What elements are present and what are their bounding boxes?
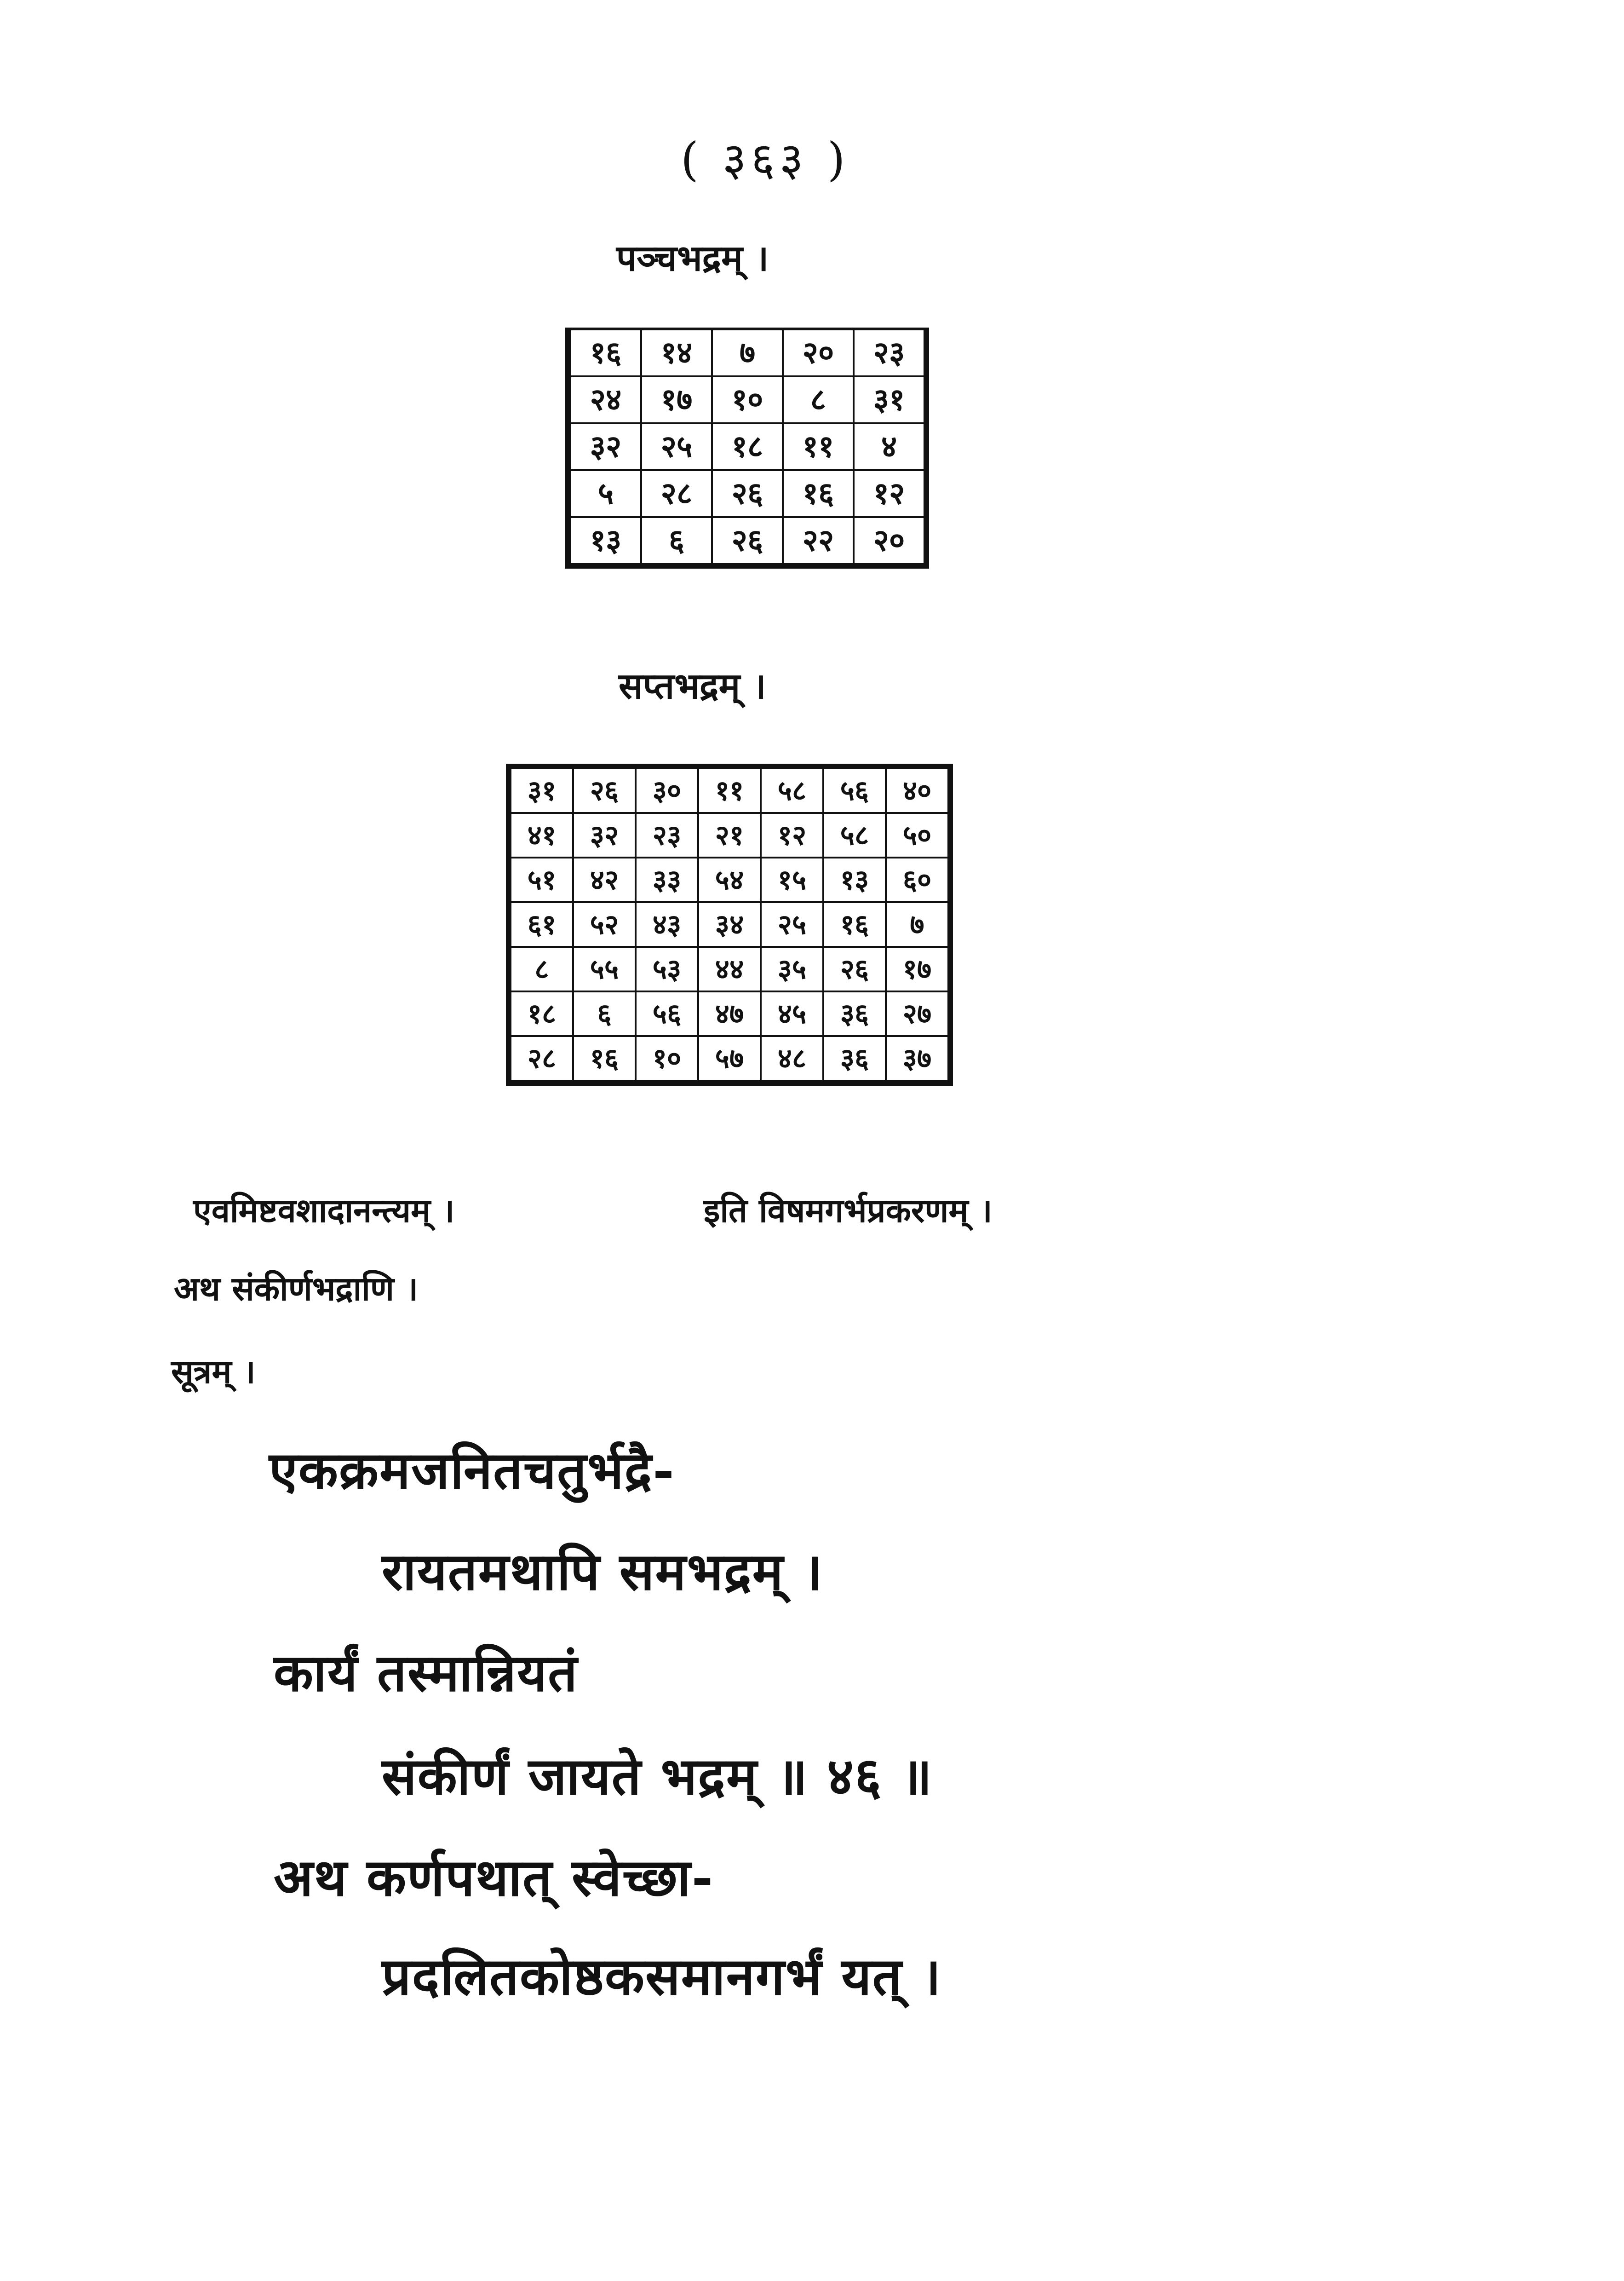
magic-square-cell: ५१ — [509, 858, 573, 902]
magic-square-cell: ५८ — [823, 813, 886, 858]
magic-square-cell: १६ — [573, 1036, 636, 1083]
magic-square-cell: २१ — [698, 813, 761, 858]
magic-square-cell: ५४ — [698, 858, 761, 902]
magic-square-cell: २७ — [886, 991, 950, 1036]
magic-square-cell: १४ — [641, 329, 712, 376]
magic-square-cell: ६ — [641, 517, 712, 566]
magic-square-cell: ४२ — [573, 858, 636, 902]
saptabhadram-heading: सप्तभद्रम् । — [619, 665, 766, 707]
magic-square-cell: १६ — [823, 902, 886, 947]
magic-square-cell: २८ — [641, 470, 712, 517]
table-row — [509, 813, 950, 858]
magic-square-cell: १५ — [761, 858, 823, 902]
magic-square-cell: २८ — [509, 1036, 573, 1083]
magic-square-cell: ३२ — [573, 813, 636, 858]
sutram-label: सूत्रम् । — [171, 1352, 256, 1391]
evam-note: एवमिष्टवशादानन्त्यम् । — [193, 1191, 455, 1230]
magic-square-cell: ५५ — [573, 947, 636, 991]
magic-square-cell: ३२ — [568, 423, 641, 470]
magic-square-cell: ५८ — [761, 766, 823, 813]
panchabhadram-heading: पञ्चभद्रम् । — [616, 237, 769, 279]
saptabhadram-magic-square — [506, 764, 953, 1086]
magic-square-cell: ३३ — [636, 858, 698, 902]
table-row — [509, 947, 950, 991]
magic-square-cell: ३७ — [886, 1036, 950, 1083]
table-row — [568, 470, 926, 517]
magic-square-cell: २६ — [712, 470, 783, 517]
section-end-note: इति विषमगर्भप्रकरणम् । — [704, 1191, 993, 1230]
magic-square-cell: ११ — [698, 766, 761, 813]
verse-line: प्रदलितकोष्ठकसमानगर्भं यत् । — [382, 1947, 942, 2007]
magic-square-cell: ३१ — [854, 376, 926, 423]
magic-square-cell: १६ — [783, 470, 854, 517]
verse-line: कार्यं तस्मान्नियतं — [274, 1643, 579, 1703]
magic-square-cell: ११ — [783, 423, 854, 470]
magic-square-cell: ६१ — [509, 902, 573, 947]
magic-square-cell: ५ — [568, 470, 641, 517]
magic-square-cell: ५३ — [636, 947, 698, 991]
magic-square-cell: १३ — [823, 858, 886, 902]
magic-square-cell: २६ — [712, 517, 783, 566]
magic-square-cell: १२ — [854, 470, 926, 517]
magic-square-cell: ४४ — [698, 947, 761, 991]
magic-square-cell: २६ — [573, 766, 636, 813]
magic-square-cell: २५ — [641, 423, 712, 470]
magic-square-cell: ४० — [886, 766, 950, 813]
magic-square-cell: ४५ — [761, 991, 823, 1036]
table-row — [568, 376, 926, 423]
magic-square-cell: ३६ — [823, 1036, 886, 1083]
magic-square-cell: २२ — [783, 517, 854, 566]
magic-square-cell: २० — [854, 517, 926, 566]
magic-square-cell: २३ — [854, 329, 926, 376]
magic-square-cell: १८ — [712, 423, 783, 470]
verse-line: रायतमथापि समभद्रम् । — [382, 1542, 824, 1602]
magic-square-cell: ३५ — [761, 947, 823, 991]
table-row — [509, 858, 950, 902]
magic-square-cell: २३ — [636, 813, 698, 858]
magic-square-cell: २४ — [568, 376, 641, 423]
panchabhadram-magic-square — [565, 328, 929, 569]
magic-square-cell: २६ — [823, 947, 886, 991]
magic-square-cell: १६ — [568, 329, 641, 376]
magic-square-cell: ४८ — [761, 1036, 823, 1083]
magic-square-cell: १० — [636, 1036, 698, 1083]
section-heading: अथ संकीर्णभद्राणि । — [174, 1269, 419, 1308]
magic-square-cell: ६ — [573, 991, 636, 1036]
table-row — [509, 766, 950, 813]
magic-square-cell: ८ — [783, 376, 854, 423]
verse-line-with-number — [382, 1739, 933, 1809]
magic-square-cell: ४१ — [509, 813, 573, 858]
magic-square-cell: ३० — [636, 766, 698, 813]
magic-square-cell: ५२ — [573, 902, 636, 947]
magic-square-cell: ५७ — [698, 1036, 761, 1083]
table-row — [568, 517, 926, 566]
magic-square-cell: ४३ — [636, 902, 698, 947]
magic-square-cell: ७ — [712, 329, 783, 376]
magic-square-cell: १७ — [641, 376, 712, 423]
magic-square-cell: ३४ — [698, 902, 761, 947]
page-number: ( ३६३ ) — [681, 132, 850, 186]
magic-square-cell: ४७ — [698, 991, 761, 1036]
magic-square-cell: १७ — [886, 947, 950, 991]
magic-square-cell: ६० — [886, 858, 950, 902]
magic-square-cell: ४ — [854, 423, 926, 470]
verse-line: संकीर्णं जायते भद्रम् ॥ — [382, 1746, 809, 1807]
verse-line: अथ कर्णपथात् स्वेच्छा- — [274, 1848, 714, 1908]
magic-square-cell: १८ — [509, 991, 573, 1036]
table-row — [509, 1036, 950, 1083]
magic-square-cell: १० — [712, 376, 783, 423]
verse-line: एकक्रमजनितचतुर्भद्रै- — [269, 1440, 675, 1501]
magic-square-cell: २० — [783, 329, 854, 376]
table-row — [509, 991, 950, 1036]
magic-square-cell: ७ — [886, 902, 950, 947]
magic-square-cell: १२ — [761, 813, 823, 858]
magic-square-cell: ३६ — [823, 991, 886, 1036]
magic-square-cell: ३१ — [509, 766, 573, 813]
magic-square-cell: ५६ — [636, 991, 698, 1036]
table-row — [568, 423, 926, 470]
table-row — [568, 329, 926, 376]
verse-number: ४६ ॥ — [826, 1746, 933, 1807]
magic-square-cell: ८ — [509, 947, 573, 991]
magic-square-cell: ५६ — [823, 766, 886, 813]
magic-square-cell: १३ — [568, 517, 641, 566]
table-row — [509, 902, 950, 947]
magic-square-cell: ५० — [886, 813, 950, 858]
magic-square-cell: २५ — [761, 902, 823, 947]
